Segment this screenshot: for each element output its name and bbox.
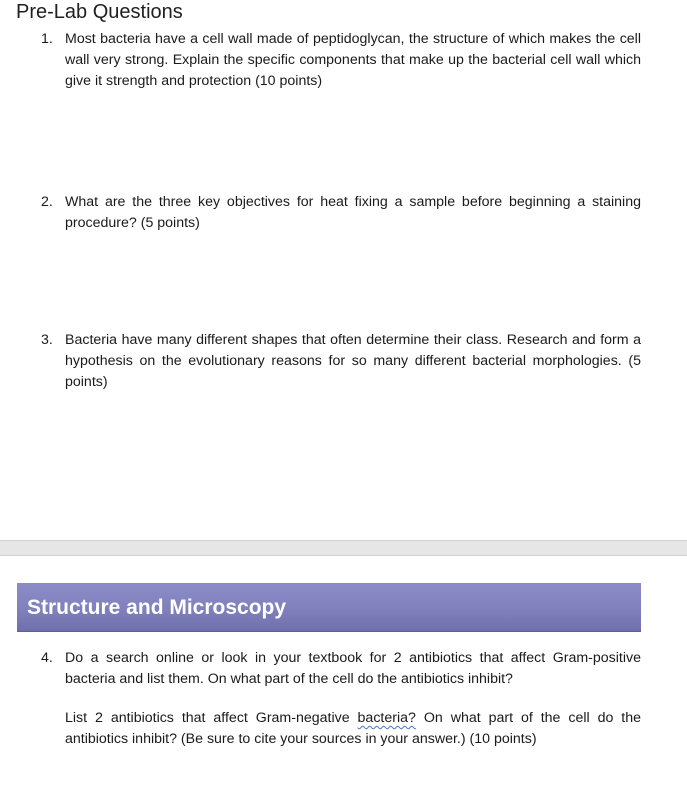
question-number: 2. [41,194,53,210]
question-text: What are the three key objectives for heat fixing a sample before beginning a staining procedure? (5 points) [65,194,641,231]
question-1 [41,29,641,92]
text-segment: On what part of the cell do the antibiotics inhibit? (Be sure to cite your sources in your answer.) (10 points) [65,710,641,747]
section-heading: Pre-Lab Questions [16,1,183,23]
question-4 [41,648,641,750]
page-break [0,540,687,556]
section-banner-title: Structure and Microscopy [27,596,287,619]
question-number: 1. [41,31,53,47]
section-banner [17,583,641,632]
spellcheck-flagged-word[interactable]: bacteria? [357,710,416,726]
question-text-part-2 [65,708,641,750]
question-2 [41,192,641,234]
question-number: 3. [41,332,53,348]
text-segment: List 2 antibiotics that affect Gram-negative [65,710,358,726]
question-text: Most bacteria have a cell wall made of peptidoglycan, the structure of which makes the cell wall very strong. Explain the specific components that make up the bacterial cell wall which give it strength and protection (10 points) [65,31,641,89]
question-3 [41,330,641,393]
question-text: Bacteria have many different shapes that often determine their class. Research and form a hypothesis on the evolutionary reasons for so many different bacterial morphologies. (5 points) [65,332,641,390]
question-number: 4. [41,650,53,666]
question-text-part-1: Do a search online or look in your textbook for 2 antibiotics that affect Gram-positive bacteria and list them. On what part of the cell do the antibiotics inhibit? [65,650,641,687]
